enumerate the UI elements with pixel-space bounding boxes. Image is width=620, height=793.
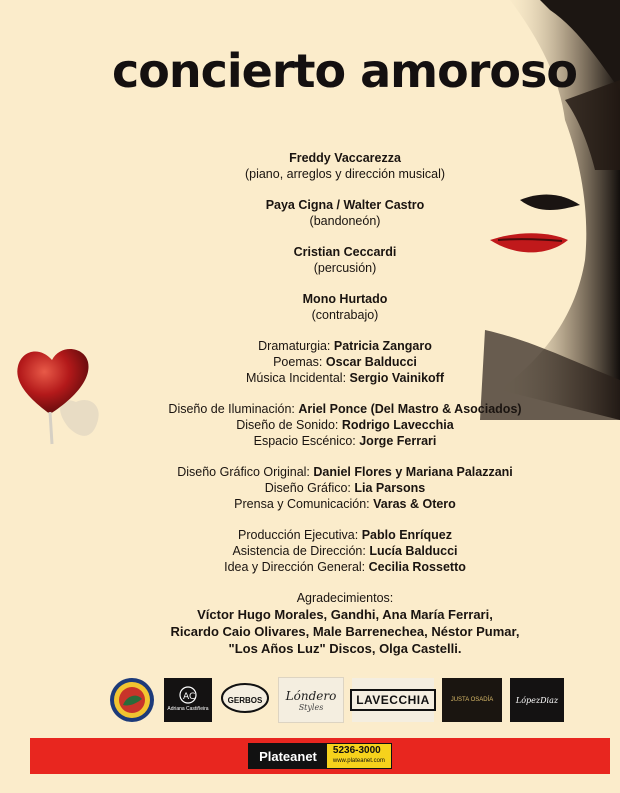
credit-line xyxy=(150,166,540,182)
credit-name: Cecilia Rossetto xyxy=(368,560,466,574)
ticket-url: www.plateanet.com xyxy=(332,758,385,764)
credit-role: (piano, arreglos y dirección musical) xyxy=(244,167,446,181)
credit-line xyxy=(150,496,540,512)
sponsor-logo-lopez-diaz xyxy=(510,678,564,722)
credit-line xyxy=(150,244,540,260)
credits-block xyxy=(150,150,540,657)
credit-line xyxy=(150,480,540,496)
ticket-phone-number: 5236-3000 xyxy=(332,745,381,756)
credit-group xyxy=(150,527,540,575)
credit-line xyxy=(150,370,540,386)
sponsor-subname: Styles xyxy=(298,702,324,712)
sponsor-logo-londero xyxy=(278,677,344,723)
acknowledgements-line: Víctor Hugo Morales, Gandhi, Ana María Ferrari, xyxy=(197,607,493,622)
credit-name: Cristian Ceccardi xyxy=(293,245,397,259)
acknowledgements-line: "Los Años Luz" Discos, Olga Castelli. xyxy=(228,641,462,656)
heart-icon xyxy=(14,340,114,450)
credit-name: Ariel Ponce (Del Mastro & Asociados) xyxy=(298,402,522,416)
credit-label: Música Incidental: xyxy=(246,371,350,385)
sponsor-logo-justa-osadia xyxy=(442,678,502,722)
credit-line xyxy=(150,150,540,166)
credit-label: Diseño Gráfico Original: xyxy=(177,465,314,479)
credit-line xyxy=(150,291,540,307)
sponsor-name: JUSTA OSADÍA xyxy=(450,697,494,703)
credit-name: Paya Cigna / Walter Castro xyxy=(265,198,425,212)
credit-line xyxy=(150,559,540,575)
credit-role: (percusión) xyxy=(313,261,377,275)
sponsor-name: LAVECCHIA xyxy=(350,689,436,711)
ticket-bar xyxy=(30,738,610,774)
page-title: concierto amoroso xyxy=(112,44,577,98)
credit-line xyxy=(150,197,540,213)
credit-name: Daniel Flores y Mariana Palazzani xyxy=(313,465,513,479)
sponsor-name: Adriana Castiñeira xyxy=(167,706,209,712)
credit-name: Lucía Balducci xyxy=(369,544,458,558)
ticket-brand: Plateanet xyxy=(249,744,327,768)
credit-label: Dramaturgia: xyxy=(258,339,334,353)
credit-label: Producción Ejecutiva: xyxy=(238,528,362,542)
credit-line xyxy=(150,433,540,449)
ticket-badge[interactable] xyxy=(248,743,392,769)
credit-line xyxy=(150,401,540,417)
credit-line xyxy=(150,338,540,354)
credit-label: Diseño Gráfico: xyxy=(264,481,355,495)
credit-group xyxy=(150,244,540,276)
credit-name: Lia Parsons xyxy=(354,481,426,495)
sponsor-logo-badge xyxy=(108,678,156,722)
credit-group xyxy=(150,464,540,512)
credit-line xyxy=(150,464,540,480)
credit-group xyxy=(150,197,540,229)
credit-name: Mono Hurtado xyxy=(302,292,388,306)
sponsor-name: Lóndero xyxy=(285,688,337,703)
sponsor-name: GERBOS xyxy=(227,695,263,705)
credit-name: Varas & Otero xyxy=(373,497,456,511)
credit-label: Diseño de Iluminación: xyxy=(168,402,299,416)
sponsor-logo-adriana xyxy=(164,678,212,722)
credit-label: Espacio Escénico: xyxy=(253,434,360,448)
ac-monogram-icon xyxy=(179,686,197,704)
acknowledgements-heading: Agradecimientos: xyxy=(296,591,394,605)
credit-line xyxy=(150,527,540,543)
credit-name: Patricia Zangaro xyxy=(333,339,432,353)
acknowledgements-line: Ricardo Caio Olivares, Male Barrenechea, Néstor Pumar, xyxy=(170,624,520,639)
credit-name: Sergio Vainikoff xyxy=(349,371,444,385)
credit-name: Freddy Vaccarezza xyxy=(289,151,401,165)
credit-line xyxy=(150,307,540,323)
credit-group xyxy=(150,338,540,386)
credit-line xyxy=(150,213,540,229)
acknowledgements xyxy=(150,590,540,657)
credit-group xyxy=(150,291,540,323)
svg-text:AC: AC xyxy=(183,692,196,702)
sponsor-logos xyxy=(108,676,588,724)
credit-name: Pablo Enríquez xyxy=(361,528,452,542)
credit-line xyxy=(150,543,540,559)
credit-label: Diseño de Sonido: xyxy=(236,418,342,432)
sponsor-name: LópezDiaz xyxy=(515,695,559,705)
credit-name: Oscar Balducci xyxy=(325,355,417,369)
credit-group xyxy=(150,150,540,182)
credit-role: (contrabajo) xyxy=(311,308,379,322)
credit-label: Prensa y Comunicación: xyxy=(234,497,374,511)
credit-line xyxy=(150,354,540,370)
credit-label: Idea y Dirección General: xyxy=(224,560,369,574)
sponsor-logo-gerbos xyxy=(220,678,270,722)
ticket-phone xyxy=(327,744,391,768)
credit-line xyxy=(150,417,540,433)
credit-label: Poemas: xyxy=(273,355,326,369)
credit-role: (bandoneón) xyxy=(309,214,381,228)
credit-line xyxy=(150,260,540,276)
credit-name: Jorge Ferrari xyxy=(359,434,437,448)
sponsor-logo-lavecchia xyxy=(352,678,434,722)
credit-name: Rodrigo Lavecchia xyxy=(341,418,454,432)
credit-label: Asistencia de Dirección: xyxy=(232,544,370,558)
credit-group xyxy=(150,401,540,449)
